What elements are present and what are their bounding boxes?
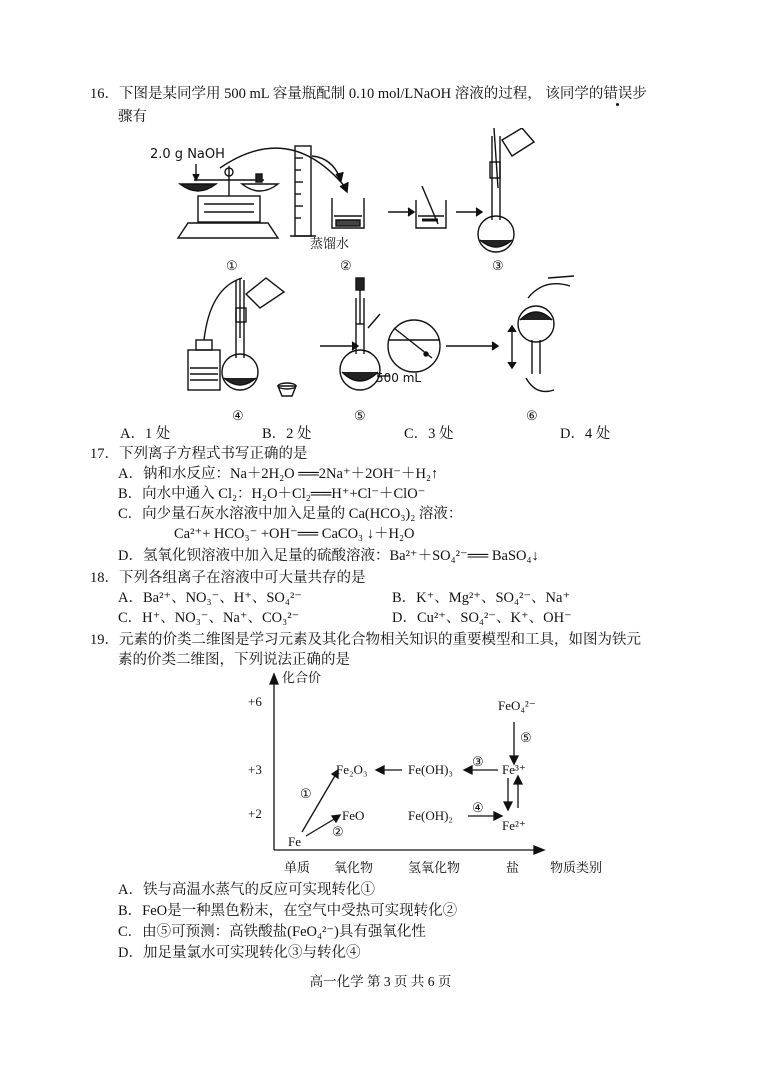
balance-icon	[178, 166, 278, 238]
q17-option-c-equation: Ca²⁺+ HCO₃⁻ +OH⁻══ CaCO₃ ↓＋H₂O	[174, 526, 415, 542]
x-category-elemental: 单质	[284, 861, 311, 876]
q17-option-b[interactable]: B．向水中通入 Cl₂：H₂O＋Cl₂══H⁺+Cl⁻＋ClO⁻	[118, 486, 426, 502]
species-fe-oh-2: Fe(OH)₂	[408, 808, 453, 823]
q19-stem-line1: 19．元素的价类二维图是学习元素及其化合物相关知识的重要模型和工具，如图为铁元	[90, 632, 641, 648]
step-4-label: ④	[232, 408, 244, 423]
y-tick-3: +3	[248, 762, 262, 777]
q17-option-d[interactable]: D．氢氧化钡溶液中加入足量的硫酸溶液：Ba²⁺＋SO₄²⁻══ BaSO₄↓	[118, 548, 539, 564]
q16-option-a[interactable]: A．1 处	[120, 426, 171, 442]
q18-option-d[interactable]: D．Cu²⁺、SO₄²⁻、K⁺、OH⁻	[392, 610, 572, 626]
y-axis-arrow	[270, 674, 278, 684]
q16-option-b[interactable]: B．2 处	[262, 426, 312, 442]
q18-option-a[interactable]: A．Ba²⁺、NO₃⁻、H⁺、SO₄²⁻	[118, 590, 302, 606]
inverted-flask-icon	[518, 276, 574, 392]
x-axis-arrow	[534, 846, 544, 854]
q19-option-b[interactable]: B．FeO是一种黑色粉末，在空气中受热可实现转化②	[118, 903, 458, 919]
x-axis-label: 物质类别	[550, 861, 603, 876]
x-category-hydroxide: 氢氧化物	[408, 861, 461, 876]
naoh-label: 2.0 g NaOH	[150, 147, 225, 162]
page-footer: 高一化学 第 3 页 共 6 页	[309, 974, 452, 989]
step-3-label: ③	[492, 258, 504, 273]
species-fe2plus: Fe²⁺	[502, 818, 526, 833]
q19-option-a[interactable]: A．铁与高温水蒸气的反应可实现转化①	[118, 882, 375, 898]
q16-procedure-figure	[150, 128, 610, 424]
species-fe-oh-3: Fe(OH)₃	[408, 762, 453, 777]
q16-stem-line1: 16．下图是某同学用 500 mL 容量瓶配制 0.10 mol/LNaOH 溶液的过程， 该同学的错误步	[90, 86, 647, 102]
q17-option-c[interactable]: C．向少量石灰水溶液中加入足量的 Ca(HCO₃)₂ 溶液：	[118, 506, 463, 522]
q16-option-c[interactable]: C．3 处	[404, 426, 454, 442]
q19-option-d[interactable]: D．加足量氯水可实现转化③与转化④	[118, 945, 361, 961]
volumetric-flask-icon	[478, 128, 534, 252]
label-transform-1: ①	[300, 786, 312, 801]
label-transform-5: ⑤	[520, 730, 532, 745]
water-label: 蒸馏水	[310, 237, 350, 252]
x-category-salt: 盐	[506, 861, 520, 876]
q18-option-b[interactable]: B．K⁺、Mg²⁺、SO₄²⁻、Na⁺	[392, 590, 571, 606]
label-transform-4: ④	[472, 800, 484, 815]
magnifier-icon	[388, 320, 440, 372]
y-axis-label: 化合价	[282, 671, 322, 686]
y-tick-2: +2	[248, 806, 262, 821]
reagent-bottle-icon	[188, 340, 220, 390]
label-transform-2: ②	[332, 824, 344, 839]
graduated-cylinder-icon	[290, 146, 316, 236]
species-fe2o3: Fe₂O₃	[336, 762, 368, 777]
q18-option-c[interactable]: C．H⁺、NO₃⁻、Na⁺、CO₃²⁻	[118, 610, 300, 626]
species-feo: FeO	[342, 808, 365, 823]
species-fe3plus: Fe³⁺	[502, 762, 526, 777]
q16-stem-line2: 骤有	[118, 109, 147, 125]
step-6-label: ⑥	[526, 408, 538, 423]
q16-emphasis: 错误	[603, 86, 633, 102]
species-ferrate: FeO₄²⁻	[498, 698, 536, 713]
label-transform-3: ③	[472, 754, 484, 769]
flask-volume-label: 500 mL	[376, 371, 422, 385]
beaker-icon	[332, 198, 364, 228]
step-2-label: ②	[340, 258, 352, 273]
step-1-label: ①	[226, 258, 238, 273]
volumetric-flask-4-icon	[222, 278, 284, 390]
stirring-beaker-icon	[416, 186, 446, 228]
q18-stem: 18．下列各组离子在溶液中可大量共存的是	[90, 570, 366, 586]
species-fe: Fe	[288, 834, 301, 849]
x-category-oxide: 氧化物	[334, 861, 374, 876]
arrow-1	[302, 774, 336, 832]
step-5-label: ⑤	[354, 408, 366, 423]
q16-option-d[interactable]: D．4 处	[560, 426, 611, 442]
fe-valence-class-diagram	[240, 668, 620, 880]
q19-option-c[interactable]: C．由⑤可预测：高铁酸盐(FeO₄²⁻)具有强氧化性	[118, 924, 426, 940]
y-tick-6: +6	[248, 694, 262, 709]
q17-option-a[interactable]: A．钠和水反应：Na＋2H₂O ══2Na⁺＋2OH⁻＋H₂↑	[118, 466, 439, 482]
q19-stem-line2: 素的价类二维图，下列说法正确的是	[118, 652, 350, 668]
q17-stem: 17．下列离子方程式书写正确的是	[90, 446, 308, 462]
